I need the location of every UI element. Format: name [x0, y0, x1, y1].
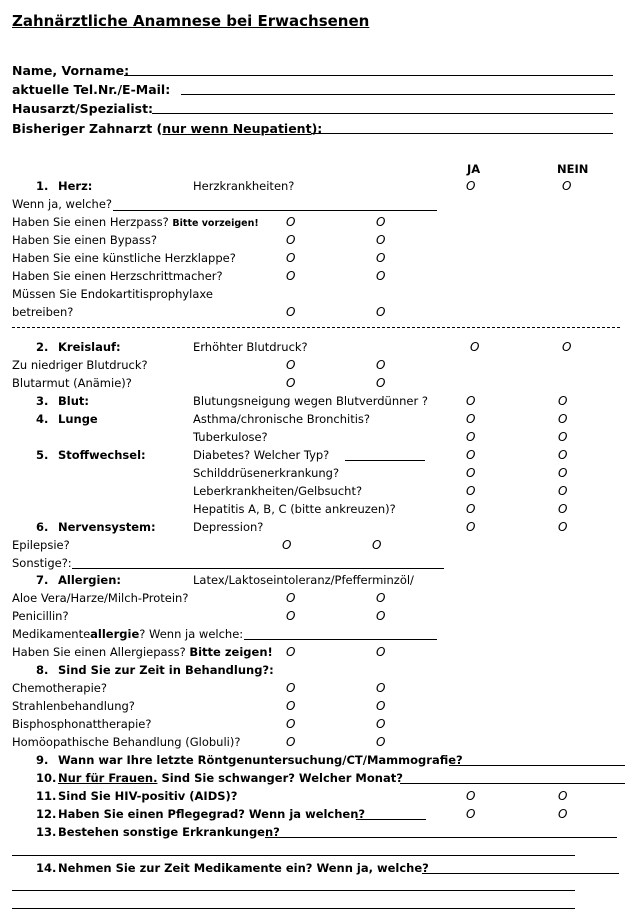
s5-q3-nein-radio[interactable]: O: [558, 484, 568, 498]
s13-num: 13.: [36, 825, 57, 839]
s7-peni-ja-radio[interactable]: O: [286, 609, 296, 623]
zahnarzt-label: Bisheriger Zahnarzt (nur wenn Neupatient):: [12, 121, 323, 136]
s6-sonst-label: Sonstige?:: [12, 556, 72, 570]
section-divider: [12, 327, 620, 328]
s8-chemo-ja-radio[interactable]: O: [286, 681, 296, 695]
s1-pass-ja-radio[interactable]: O: [286, 215, 296, 229]
s14-field-2[interactable]: [12, 890, 575, 891]
s13-field[interactable]: [265, 837, 617, 838]
s1-nein-radio[interactable]: O: [562, 179, 572, 193]
s7-question: Latex/Laktoseintoleranz/Pfefferminzöl/: [193, 573, 414, 587]
hausarzt-field[interactable]: [152, 113, 613, 114]
s5-q2-ja-radio[interactable]: O: [466, 466, 476, 480]
zahnarzt-field[interactable]: [311, 133, 613, 134]
s7-pass-nein-radio[interactable]: O: [376, 645, 386, 659]
s13-field-2[interactable]: [12, 855, 575, 856]
s1-ja-radio[interactable]: O: [466, 179, 476, 193]
s14-question: Nehmen Sie zur Zeit Medikamente ein? Wenn ja, welche?: [58, 861, 429, 875]
s8-chemo-label: Chemotherapie?: [12, 681, 107, 695]
s8-homoe-nein-radio[interactable]: O: [376, 735, 386, 749]
s10-num: 10.: [36, 771, 57, 785]
s5-q4-ja-radio[interactable]: O: [466, 502, 476, 516]
s1-pass-label: Haben Sie einen Herzpass? Bitte vorzeigen!: [12, 215, 259, 229]
s8-strahl-ja-radio[interactable]: O: [286, 699, 296, 713]
s4-question-2: Tuberkulose?: [193, 430, 268, 444]
s6-nein-radio[interactable]: O: [558, 520, 568, 534]
s6-label: Nervensystem:: [58, 520, 156, 534]
s9-field[interactable]: [449, 765, 625, 766]
s3-label: Blut:: [58, 394, 89, 408]
s5-q3-ja-radio[interactable]: O: [466, 484, 476, 498]
tel-label: aktuelle Tel.Nr./E-Mail:: [12, 82, 171, 97]
s1-endo-label-1: Müssen Sie Endokartitisprophylaxe: [12, 287, 213, 301]
s10-field[interactable]: [400, 783, 625, 784]
s1-klappe-label: Haben Sie eine künstliche Herzklappe?: [12, 251, 236, 265]
s2-num: 2.: [36, 340, 49, 354]
name-label: Name, Vorname:: [12, 63, 130, 78]
s1-schritt-ja-radio[interactable]: O: [286, 269, 296, 283]
s5-ja-radio[interactable]: O: [466, 448, 476, 462]
s7-pass-ja-radio[interactable]: O: [286, 645, 296, 659]
s7-aloe-ja-radio[interactable]: O: [286, 591, 296, 605]
s8-bisph-label: Bisphosphonattherapie?: [12, 717, 152, 731]
s5-question-4: Hepatitis A, B, C (bitte ankreuzen)?: [193, 502, 396, 516]
s7-med-field[interactable]: [244, 639, 437, 640]
s1-pass-nein-radio[interactable]: O: [376, 215, 386, 229]
s3-question: Blutungsneigung wegen Blutverdünner ?: [193, 394, 428, 408]
s4-q2-nein-radio[interactable]: O: [558, 430, 568, 444]
col-ja: JA: [467, 162, 481, 176]
s5-question-2: Schilddrüsenerkrankung?: [193, 466, 340, 480]
s1-welche-field[interactable]: [113, 210, 437, 211]
s2-label: Kreislauf:: [58, 340, 121, 354]
s7-pass-label: Haben Sie einen Allergiepass? Bitte zeigen!: [12, 645, 273, 659]
s6-epi-ja-radio[interactable]: O: [282, 538, 292, 552]
s1-question: Herzkrankheiten?: [193, 179, 295, 193]
s2-niedrig-ja-radio[interactable]: O: [286, 358, 296, 372]
s1-welche-label: Wenn ja, welche?: [12, 197, 113, 211]
s6-sonst-field[interactable]: [72, 568, 444, 569]
s1-klappe-nein-radio[interactable]: O: [376, 251, 386, 265]
s14-field-3[interactable]: [12, 908, 575, 909]
s8-chemo-nein-radio[interactable]: O: [376, 681, 386, 695]
s1-endo-nein-radio[interactable]: O: [376, 305, 386, 319]
s1-bypass-nein-radio[interactable]: O: [376, 233, 386, 247]
s7-aloe-label: Aloe Vera/Harze/Milch-Protein?: [12, 591, 189, 605]
s5-typ-field[interactable]: [345, 460, 425, 461]
s9-question: Wann war Ihre letzte Röntgenuntersuchung/CT/Mammografie?: [58, 753, 463, 767]
s7-peni-nein-radio[interactable]: O: [376, 609, 386, 623]
s4-ja-radio[interactable]: O: [466, 412, 476, 426]
s1-klappe-ja-radio[interactable]: O: [286, 251, 296, 265]
s11-ja-radio[interactable]: O: [466, 789, 476, 803]
s8-bisph-nein-radio[interactable]: O: [376, 717, 386, 731]
s8-bisph-ja-radio[interactable]: O: [286, 717, 296, 731]
s1-num: 1.: [36, 179, 49, 193]
s2-nein-radio[interactable]: O: [562, 340, 572, 354]
s14-num: 14.: [36, 861, 57, 875]
s6-num: 6.: [36, 520, 49, 534]
s1-schritt-nein-radio[interactable]: O: [376, 269, 386, 283]
s2-anaemie-label: Blutarmut (Anämie)?: [12, 376, 132, 390]
s3-ja-radio[interactable]: O: [466, 394, 476, 408]
s11-nein-radio[interactable]: O: [558, 789, 568, 803]
s12-field[interactable]: [356, 819, 426, 820]
s4-nein-radio[interactable]: O: [558, 412, 568, 426]
s3-nein-radio[interactable]: O: [558, 394, 568, 408]
s5-label: Stoffwechsel:: [58, 448, 146, 462]
s5-q4-nein-radio[interactable]: O: [558, 502, 568, 516]
s7-peni-label: Penicillin?: [12, 609, 69, 623]
s8-homoe-label: Homöopathische Behandlung (Globuli)?: [12, 735, 241, 749]
s5-question-3: Leberkrankheiten/Gelbsucht?: [193, 484, 363, 498]
s7-num: 7.: [36, 573, 49, 587]
s1-schritt-label: Haben Sie einen Herzschrittmacher?: [12, 269, 223, 283]
s5-num: 5.: [36, 448, 49, 462]
s2-anaemie-nein-radio[interactable]: O: [376, 376, 386, 390]
s4-q2-ja-radio[interactable]: O: [466, 430, 476, 444]
s2-ja-radio[interactable]: O: [470, 340, 480, 354]
name-field[interactable]: [124, 75, 613, 76]
col-nein: NEIN: [557, 162, 589, 176]
s12-num: 12.: [36, 807, 57, 821]
s1-bypass-ja-radio[interactable]: O: [286, 233, 296, 247]
s11-num: 11.: [36, 789, 57, 803]
s12-question: Haben Sie einen Pflegegrad? Wenn ja welchen?: [58, 807, 366, 821]
s8-num: 8.: [36, 663, 49, 677]
s14-field[interactable]: [422, 873, 619, 874]
s3-num: 3.: [36, 394, 49, 408]
form-title: Zahnärztliche Anamnese bei Erwachsenen: [12, 12, 370, 30]
s5-nein-radio[interactable]: O: [558, 448, 568, 462]
s2-niedrig-nein-radio[interactable]: O: [376, 358, 386, 372]
s12-nein-radio[interactable]: O: [558, 807, 568, 821]
s12-ja-radio[interactable]: O: [466, 807, 476, 821]
tel-field[interactable]: [181, 94, 615, 95]
s2-question: Erhöhter Blutdruck?: [193, 340, 308, 354]
hausarzt-label: Hausarzt/Spezialist:: [12, 101, 154, 116]
s2-anaemie-ja-radio[interactable]: O: [286, 376, 296, 390]
s2-niedrig-label: Zu niedriger Blutdruck?: [12, 358, 148, 372]
s11-question: Sind Sie HIV-positiv (AIDS)?: [58, 789, 238, 803]
s10-question: Nur für Frauen. Sind Sie schwanger? Welcher Monat?: [58, 771, 403, 785]
s8-homoe-ja-radio[interactable]: O: [286, 735, 296, 749]
s8-strahl-label: Strahlenbehandlung?: [12, 699, 135, 713]
s7-med-label: Medikamenteallergie? Wenn ja welche:: [12, 627, 244, 641]
s7-label: Allergien:: [58, 573, 122, 587]
s1-label: Herz:: [58, 179, 93, 193]
s5-q2-nein-radio[interactable]: O: [558, 466, 568, 480]
s13-question: Bestehen sonstige Erkrankungen?: [58, 825, 280, 839]
s9-num: 9.: [36, 753, 49, 767]
s1-bypass-label: Haben Sie einen Bypass?: [12, 233, 157, 247]
s6-ja-radio[interactable]: O: [466, 520, 476, 534]
s6-epi-nein-radio[interactable]: O: [372, 538, 382, 552]
s4-num: 4.: [36, 412, 49, 426]
s4-question: Asthma/chronische Bronchitis?: [193, 412, 371, 426]
s4-label: Lunge: [58, 412, 98, 426]
s7-aloe-nein-radio[interactable]: O: [376, 591, 386, 605]
s5-question: Diabetes? Welcher Typ?: [193, 448, 330, 462]
s1-endo-label-2: betreiben?: [12, 305, 74, 319]
s8-strahl-nein-radio[interactable]: O: [376, 699, 386, 713]
s8-label: Sind Sie zur Zeit in Behandlung?:: [58, 663, 274, 677]
s6-epi-label: Epilepsie?: [12, 538, 70, 552]
s1-endo-ja-radio[interactable]: O: [286, 305, 296, 319]
s6-question: Depression?: [193, 520, 264, 534]
